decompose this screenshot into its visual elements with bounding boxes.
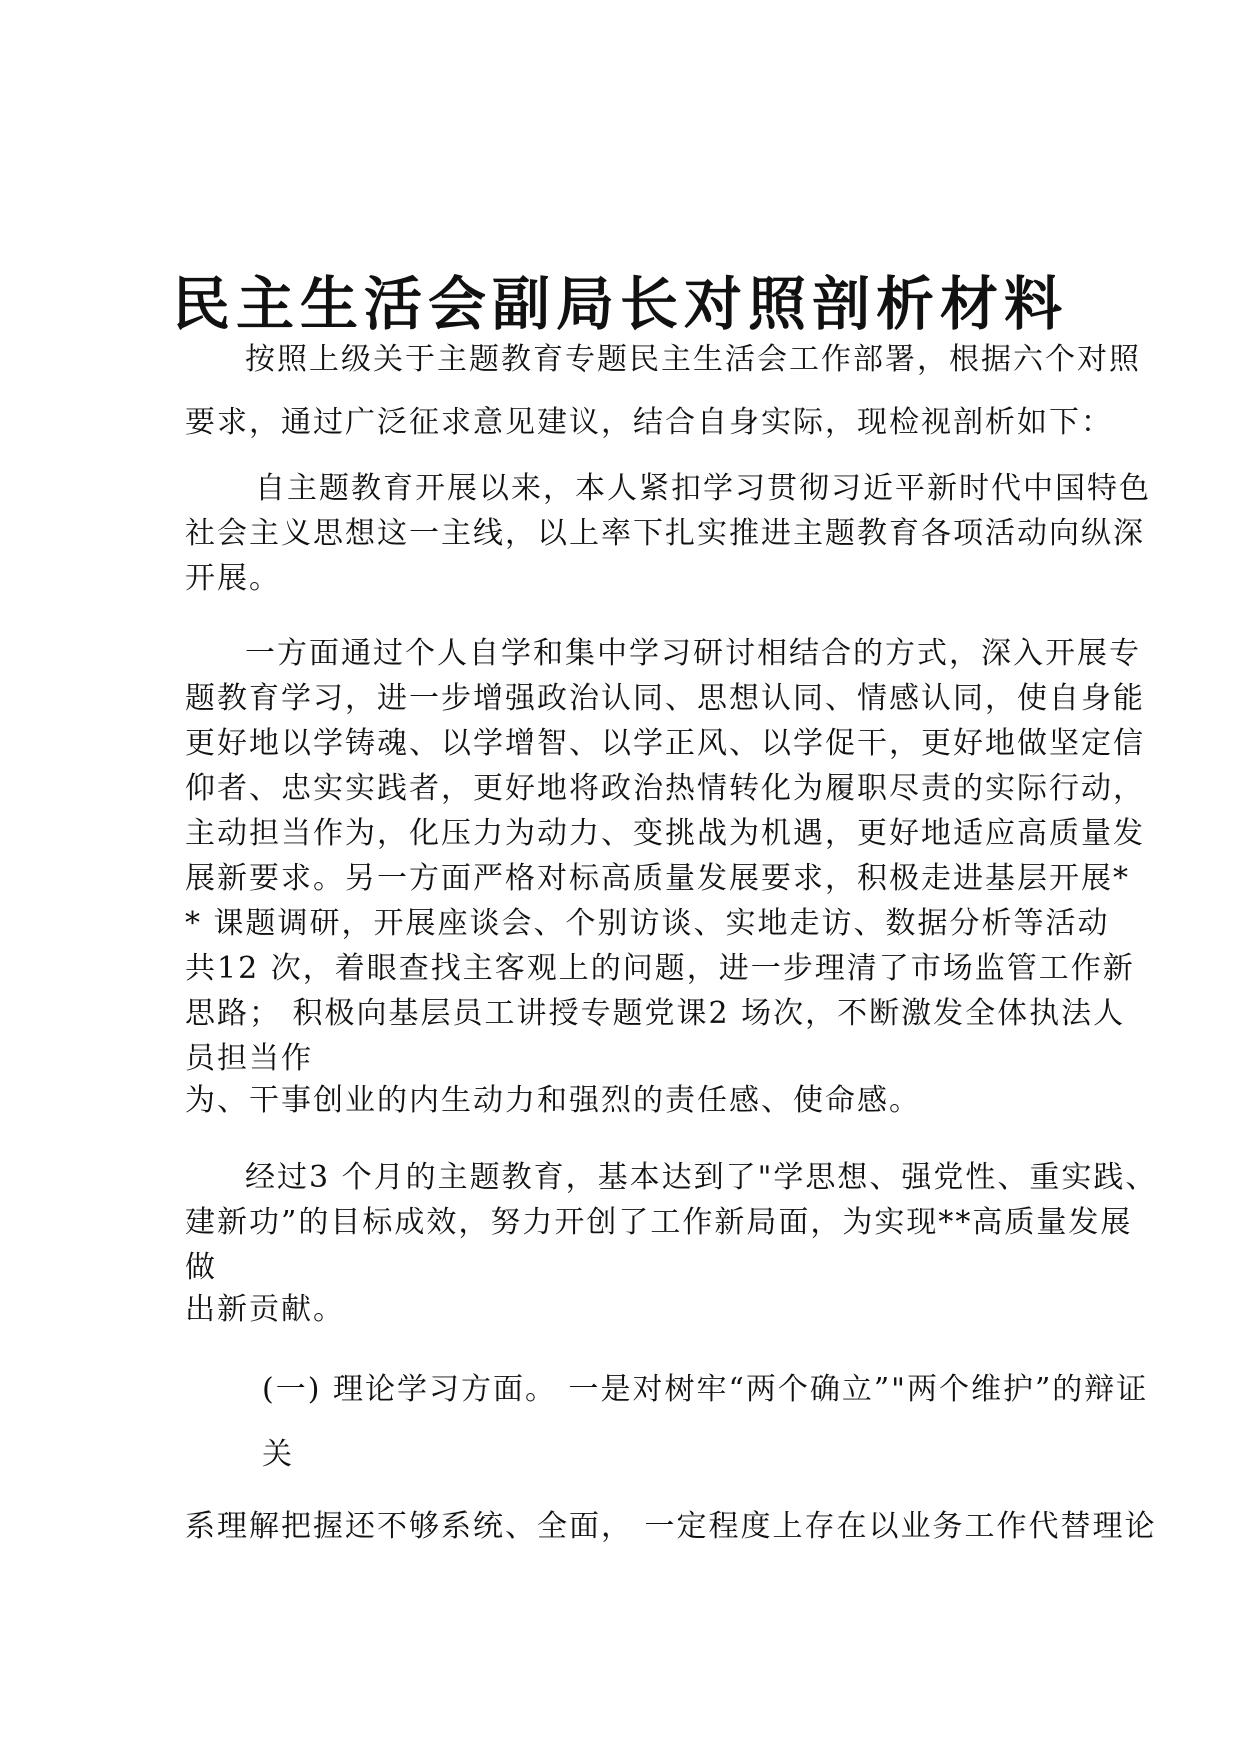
text-line: 仰者、忠实实践者，更好地将政治热情转化为履职尽责的实际行动， [185,771,1145,806]
text-line: 建新功”的目标成效，努力开创了工作新局面，为实现**高质量发展 [185,1205,1133,1240]
text-line: 自主题教育开展以来，本人紧扣学习贯彻习近平新时代中国特色 [255,471,1151,506]
text-line: 关 [262,1437,294,1472]
text-line: 开展。 [185,561,281,596]
text-line: 系理解把握还不够系统、全面， 一定程度上存在以业务工作代替理论 [185,1509,1157,1544]
text-line: 更好地以学铸魂、以学增智、以学正风、以学促干，更好地做坚定信 [185,726,1145,761]
text-line: 经过3 个月的主题教育，基本达到了"学思想、强党性、重实践、 [245,1160,1158,1195]
text-line: 出新贡献。 [185,1292,345,1327]
text-line: 为、干事创业的内生动力和强烈的责任感、使命感。 [185,1083,921,1118]
document-title: 民主生活会副局长对照剖析材料 [171,270,1068,338]
text-line: 社会主义思想这一主线，以上率下扎实推进主题教育各项活动向纵深 [185,516,1145,551]
text-line: * 课题调研，开展座谈会、个别访谈、实地走访、数据分析等活动 [185,906,1110,941]
text-line: 员担当作 [185,1041,313,1076]
text-line: 一方面通过个人自学和集中学习研讨相结合的方式，深入开展专 [245,636,1141,671]
text-line: 按照上级关于主题教育专题民主生活会工作部署，根据六个对照 [245,342,1141,377]
text-line: 要求，通过广泛征求意见建议，结合自身实际，现检视剖析如下： [185,405,1113,440]
section-heading-line: (一) 理论学习方面。 一是对树牢“两个确立”"两个维护”的辩证 [262,1372,1149,1407]
text-line: 做 [185,1250,217,1285]
text-line: 展新要求。另一方面严格对标高质量发展要求，积极走进基层开展* [185,861,1130,896]
text-line: 共12 次，着眼查找主客观上的问题，进一步理清了市场监管工作新 [185,951,1135,986]
text-line: 思路； 积极向基层员工讲授专题党课2 场次，不断激发全体执法人 [185,996,1126,1031]
text-line: 题教育学习，进一步增强政治认同、思想认同、情感认同，使自身能 [185,681,1145,716]
text-line: 主动担当作为，化压力为动力、变挑战为机遇，更好地适应高质量发 [185,816,1145,851]
